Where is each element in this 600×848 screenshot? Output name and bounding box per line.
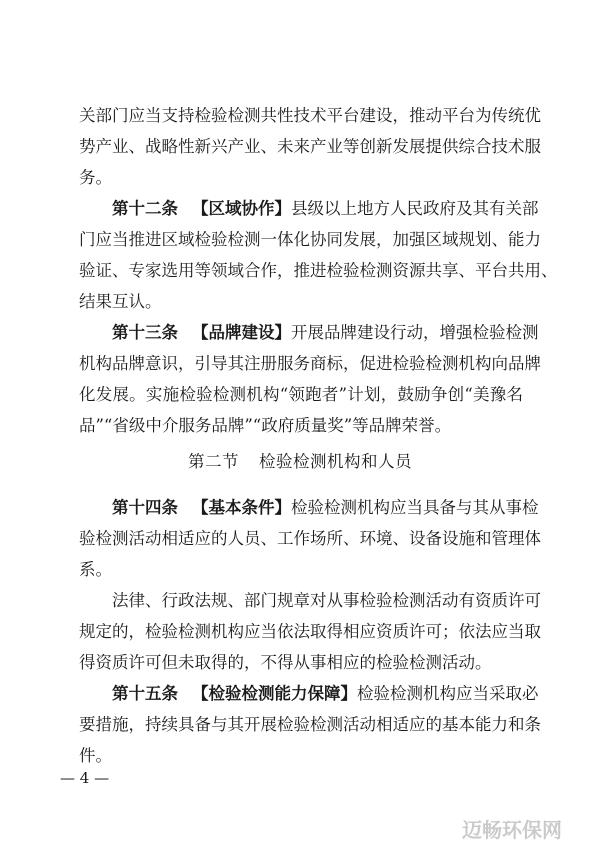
line-text: 县级以上地方人民政府及其有关部 — [291, 199, 539, 218]
line-text: 检验检测机构应当采取必 — [357, 684, 539, 703]
text-line — [79, 621, 541, 643]
text-line — [112, 590, 541, 612]
section-number: 第二节 — [188, 452, 239, 471]
article-15-first-line — [112, 683, 539, 705]
line-text: 验检测活动相适应的人员、工作场所、环境、设备设施和管理体 — [79, 529, 541, 548]
section-heading — [0, 451, 600, 473]
line-text: 品”“省级中介服务品牌”“政府质量奖”等品牌荣誉。 — [79, 416, 452, 435]
text-line — [79, 652, 492, 674]
line-text: 件。 — [79, 746, 112, 765]
text-line — [79, 745, 112, 767]
text-line — [79, 384, 523, 406]
article-number: 第十二条 — [112, 199, 178, 218]
text-line — [79, 167, 112, 189]
line-text: 势产业、战略性新兴产业、未来产业等创新发展提供综合技术服 — [79, 137, 541, 156]
page-number: — 4 — — [60, 769, 110, 787]
line-text: 门应当推进区域检验检测一体化协同发展，加强区域规划、能力 — [79, 230, 541, 249]
line-text: 化发展。实施检验检测机构“领跑者”计划，鼓励争创“美豫名 — [79, 385, 523, 404]
text-line — [79, 291, 162, 313]
line-text: 要措施，持续具备与其开展检验检测活动相适应的基本能力和条 — [79, 715, 541, 734]
line-text: 务。 — [79, 168, 112, 187]
article-14-first-line — [112, 497, 539, 519]
text-line — [79, 105, 541, 127]
text-line — [79, 415, 451, 437]
text-line — [79, 528, 541, 550]
text-line — [79, 260, 558, 282]
line-text: 开展品牌建设行动，增强检验检测 — [291, 323, 539, 342]
line-text: 结果互认。 — [79, 292, 162, 311]
text-line — [79, 714, 541, 736]
article-number: 第十五条 — [112, 684, 178, 703]
text-line — [79, 136, 541, 158]
line-text: 规定的，检验检测机构应当依法取得相应资质许可；依法应当取 — [79, 622, 541, 641]
article-tag: 【区域协作】 — [192, 199, 291, 218]
line-text: 关部门应当支持检验检测共性技术平台建设，推动平台为传统优 — [79, 106, 541, 125]
watermark: 迈畅环保网 — [462, 818, 562, 842]
section-title: 检验检测机构和人员 — [259, 452, 412, 471]
line-text: 机构品牌意识，引导其注册服务商标，促进检验检测机构向品牌 — [79, 354, 541, 373]
article-tag: 【基本条件】 — [192, 498, 291, 517]
line-text: 系。 — [79, 560, 112, 579]
text-line — [79, 559, 112, 581]
article-12-first-line — [112, 198, 539, 220]
text-line — [79, 353, 541, 375]
article-13-first-line — [112, 322, 539, 344]
line-text: 得资质许可但未取得的，不得从事相应的检验检测活动。 — [79, 653, 492, 672]
line-text: 检验检测机构应当具备与其从事检 — [291, 498, 539, 517]
line-text: 法律、行政法规、部门规章对从事检验检测活动有资质许可 — [112, 591, 541, 610]
article-tag: 【检验检测能力保障】 — [192, 684, 357, 703]
text-line — [79, 229, 541, 251]
line-text: 验证、专家选用等领域合作，推进检验检测资源共享、平台共用、 — [79, 261, 558, 280]
article-number: 第十三条 — [112, 323, 178, 342]
article-tag: 【品牌建设】 — [192, 323, 291, 342]
article-number: 第十四条 — [112, 498, 178, 517]
